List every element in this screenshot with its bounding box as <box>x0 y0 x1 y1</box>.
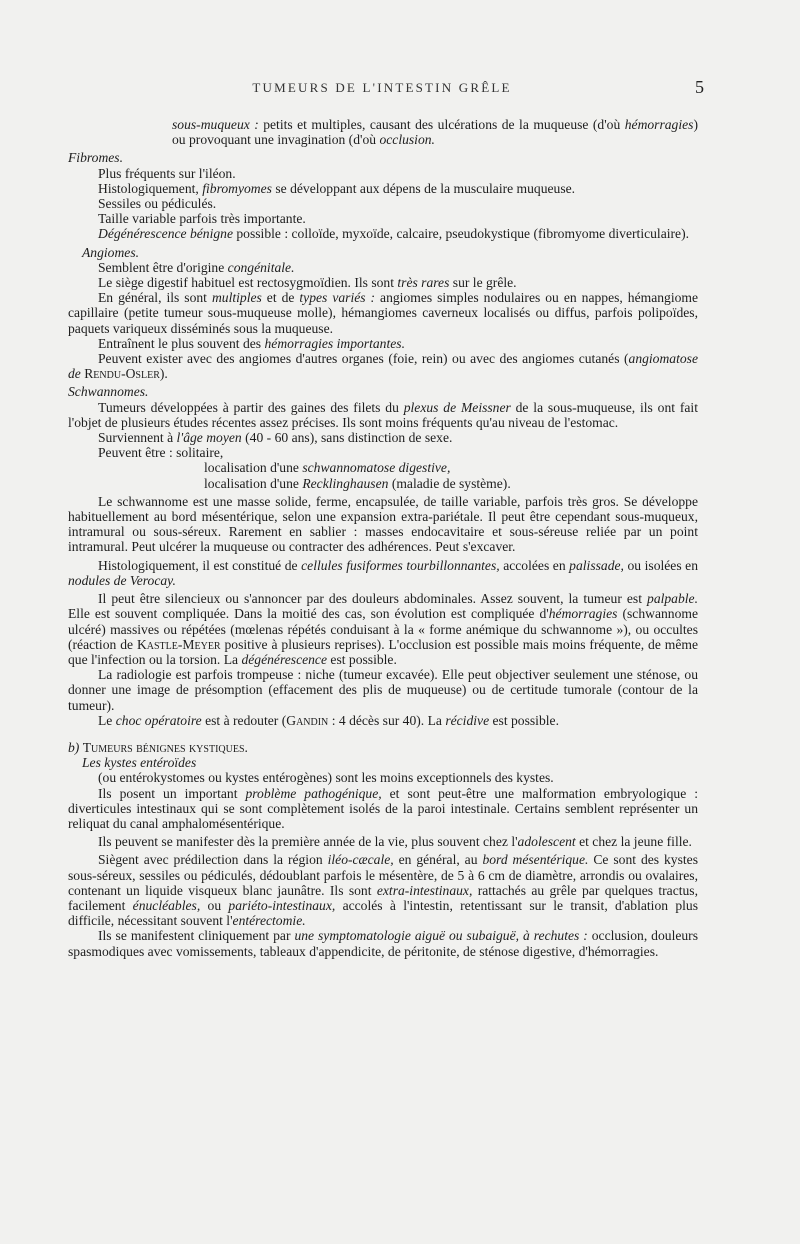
text-run: Peuvent exister avec des angiomes d'autres organes (foie, rein) ou avec des angiomes cutanés ( <box>98 351 629 367</box>
paragraph <box>68 181 698 196</box>
term: hémorragies importantes. <box>264 335 405 351</box>
term: dégénérescence <box>241 651 328 667</box>
term: types variés : <box>299 290 376 306</box>
paragraph: Sessiles ou pédiculés. <box>98 196 217 212</box>
term: plexus de Meissner <box>403 399 511 415</box>
term: bord mésentérique. <box>482 852 589 868</box>
paragraph: Plus fréquents sur l'iléon. <box>98 165 236 181</box>
paragraph <box>68 786 698 832</box>
term: schwannomatose digestive, <box>302 460 451 476</box>
author-name: Rendu-Osler <box>84 366 160 382</box>
paragraph <box>68 351 698 381</box>
text-run: Ils posent un important <box>98 785 246 801</box>
term: palpable. <box>647 591 698 607</box>
text-run: Surviennent à <box>98 430 177 446</box>
page-header <box>60 77 704 102</box>
text-run: et sont peut-être une malformation embryologique : diverticules intestinaux qui se sont complètement isolés de la paroi intestinale. Certains semblent représenter un reliquat du canal amphalomésentérique. <box>68 785 698 831</box>
text-run: (40 - 60 ans), sans distinction de sexe. <box>241 430 453 446</box>
term: très rares <box>397 275 450 291</box>
text-run: : 4 décès sur 40). La <box>328 712 446 728</box>
text-run: localisation d'une <box>204 460 303 476</box>
list-item <box>68 460 698 475</box>
term: angiomatose de <box>68 351 698 382</box>
term: extra-intestinaux, <box>376 882 473 898</box>
page-number: 5 <box>695 77 704 97</box>
text-run: Entraînent le plus souvent des <box>98 335 265 351</box>
term: cellules fusiformes tourbillonnantes, <box>301 557 500 573</box>
term: l'âge moyen <box>176 430 242 446</box>
term: entérectomie. <box>232 913 306 929</box>
paragraph: (ou entérokystomes ou kystes entérogènes) sont les moins exceptionnels des kystes. <box>98 770 554 786</box>
text-run: Le <box>98 712 116 728</box>
term: hémorragies <box>624 117 694 132</box>
text-run: localisation d'une <box>204 475 303 491</box>
list-intro <box>68 445 698 460</box>
text-run: Le siège digestif habituel est rectosygmoïdien. Ils sont <box>98 275 398 291</box>
text-run: petits et multiples, causant des ulcérations de la muqueuse (d'où <box>258 117 625 132</box>
term: sous-muqueux : <box>172 117 259 132</box>
term: pariéto-intestinaux, <box>228 897 336 913</box>
term: récidive <box>445 712 490 728</box>
heading-fibromes: Fibromes. <box>68 150 123 166</box>
paragraph <box>68 928 698 958</box>
text-run: (maladie de système). <box>388 475 511 491</box>
section-title: Tumeurs bénignes kystiques. <box>82 739 248 755</box>
text-run: ou <box>200 897 229 913</box>
term: adolescent <box>517 834 576 850</box>
text-run: sur le grêle. <box>449 275 517 291</box>
text-run: en général, au <box>393 852 483 868</box>
term: énucléables, <box>132 897 201 913</box>
term: occlusion. <box>379 132 435 148</box>
text-run: Siègent avec prédilection dans la région <box>98 852 328 868</box>
list-item <box>68 476 698 491</box>
paragraph: Le schwannome est une masse solide, ferme, encapsulée, de taille variable, parfois très gros. Se développe habituellement au bord mésentérique, selon une expansion extra-pariétale. Il peut être cependant sous-muqueux, intramural ou sous-séreux. Rarement en sablier : masses endocavitaire et sous-séreuse reliée par un point intramural. Peut ulcérer la muqueuse ou contracter des adhérences. Peut s'excaver. <box>68 493 698 555</box>
term: palissade, <box>569 557 624 573</box>
text-run: Peuvent être : <box>98 445 177 461</box>
heading-angiomes: Angiomes. <box>82 244 140 260</box>
text-run: ). <box>159 366 168 382</box>
paragraph <box>68 558 698 588</box>
text-run: Histologiquement, <box>98 180 203 196</box>
term: choc opératoire <box>115 712 202 728</box>
text-run: ou isolées en <box>623 557 699 573</box>
paragraph <box>68 336 698 351</box>
text-run: de la sous-muqueuse, ils ont fait l'objet de plusieurs études récentes assez précises. Ils sont moins fréquents qu'au niveau de l'estomac. <box>68 399 698 430</box>
text-run: Tumeurs développées à partir des gaines des filets du <box>98 399 404 415</box>
term: multiples <box>211 290 262 306</box>
paragraph <box>68 852 698 928</box>
text-run: possible : colloïde, myxoïde, calcaire, pseudokystique (fibromyome diverticulaire). <box>232 226 689 242</box>
section-heading-b <box>68 740 698 755</box>
text-run: Il peut être silencieux ou s'annoncer par des douleurs abdominales. Assez souvent, la tumeur est <box>98 591 648 607</box>
term: problème pathogénique, <box>245 785 382 801</box>
text-run: est à redouter ( <box>201 712 287 728</box>
paragraph <box>68 275 698 290</box>
text-run: accolées en <box>499 557 570 573</box>
text-run: Ce sont des kystes sous-séreux, sessiles ou pédiculés, dédoublant parfois le mésentère, de 5 à 6 cm de diamètre, arrondis ou ovalaires, contenant un liquide visqueux blanc jaunâtre. Ils sont <box>68 852 698 898</box>
text-run: et chez la jeune fille. <box>575 834 692 850</box>
page-body <box>68 117 698 959</box>
term: Dégénérescence bénigne <box>98 226 233 242</box>
paragraph <box>68 834 698 849</box>
term: iléo-cæcale, <box>327 852 394 868</box>
paragraph <box>68 260 698 275</box>
text-run: angiomes simples nodulaires ou en nappes, hémangiome capillaire (petite tumeur sous-muqueuse molle), hémangiomes caverneux localisés ou diffus, parfois polipoïdes, paquets variqueux disséminés sous la muqueuse. <box>68 290 698 336</box>
paragraph <box>68 713 698 728</box>
term: Recklinghausen <box>302 475 389 491</box>
paragraph <box>68 290 698 336</box>
text-run: positive à plusieurs reprises). L'occlusion est possible mais moins fréquente, de même que l'infection ou la torsion. La <box>68 636 699 667</box>
text-run: Ils se manifestent cliniquement par <box>98 928 295 944</box>
running-title: TUMEURS DE L'INTESTIN GRÊLE <box>252 80 512 95</box>
text-run: se développant aux dépens de la musculaire muqueuse. <box>271 180 576 196</box>
text-run: Histologiquement, il est constitué de <box>98 557 302 573</box>
paragraph-sous-muqueux <box>68 117 698 147</box>
paragraph <box>68 591 698 667</box>
author-name: Gandin <box>286 712 329 728</box>
text-run: rattachés au grêle par quelques tractus, facilement <box>68 882 698 913</box>
text-run: est possible. <box>327 651 397 667</box>
paragraph <box>68 400 698 430</box>
author-name: Kastle-Meyer <box>136 636 221 652</box>
paragraph <box>68 226 698 241</box>
text-run: solitaire, <box>176 445 224 461</box>
term: nodules de Verocay. <box>68 572 176 588</box>
text-run: est possible. <box>489 712 559 728</box>
heading-schwannomes: Schwannomes. <box>68 384 149 400</box>
text-run: Semblent être d'origine <box>98 259 228 275</box>
term: une symptomatologie aiguë ou subaiguë, à rechutes : <box>294 928 588 944</box>
text-run: En général, ils sont <box>98 290 212 306</box>
text-run: Ils peuvent se manifester dès la première année de la vie, plus souvent chez l' <box>98 834 518 850</box>
text-run: ) ou provoquant une invagination (d'où <box>172 117 698 148</box>
text-run: et de <box>261 290 300 306</box>
text-run: Elle est souvent compliquée. Dans la moitié des cas, son évolution est compliquée d' <box>68 606 549 622</box>
section-letter: b) <box>68 739 80 755</box>
paragraph: Taille variable parfois très importante. <box>98 211 306 227</box>
term: congénitale. <box>227 259 295 275</box>
term: fibromyomes <box>202 180 272 196</box>
paragraph <box>68 430 698 445</box>
term: hémorragies <box>548 606 618 622</box>
text-run: occlusion, douleurs spasmodiques avec vomissements, tableaux d'appendicite, de péritonite, de sténose digestive, d'hémorragies. <box>68 928 699 959</box>
text-run: accolés à l'intestin, retentissant sur le transit, d'ablation plus difficile, nécessitant souvent l' <box>68 897 699 929</box>
paragraph: La radiologie est parfois trompeuse : niche (tumeur excavée). Elle peut objectiver seulement une sténose, ou donner une image de présomption (effacement des plis de muqueuse) ou de certitude tumorale (contour de la tumeur). <box>68 667 698 713</box>
heading-kystes: Les kystes entéroïdes <box>82 755 197 771</box>
text-run: (schwannome ulcéré) massives ou répétées (mœlenas répétés conduisant à la « forme anémique du schwannome »), ou occultes (réaction de <box>68 606 698 652</box>
